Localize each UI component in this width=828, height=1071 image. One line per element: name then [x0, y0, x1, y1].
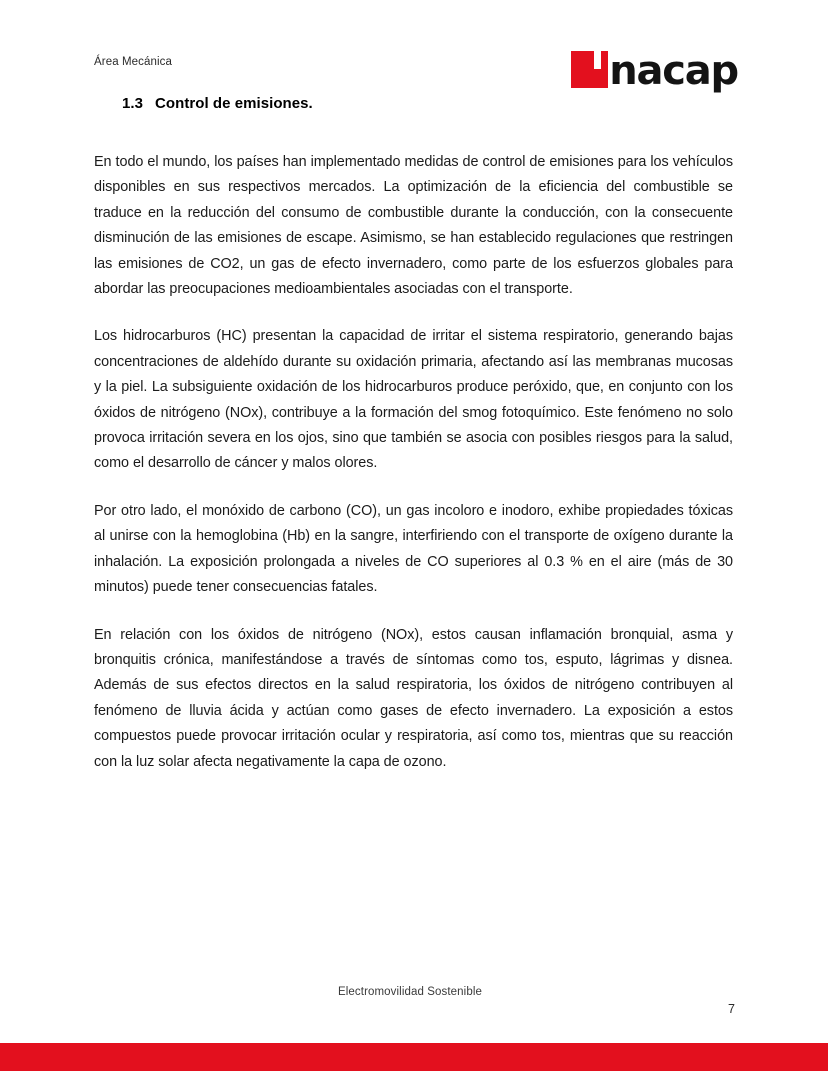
paragraph: En relación con los óxidos de nitrógeno (NOx), estos causan inflamación bronquial, asma y bronquitis crónica, manifestándose a través de síntomas como tos, esputo, lágrimas y disnea. Además de sus efectos directos en la salud respiratoria, los óxidos de nitrógeno contribuyen al fenómeno de lluvia ácida y actúan como gases de efecto invernadero. La exposición a estos compuestos puede provocar irritación ocular y respiratoria, así como tos, mientras que su reacción con la luz solar afecta negativamente la capa de ozono.: [94, 626, 733, 770]
inacap-logo: [571, 38, 738, 94]
body-content: [94, 150, 733, 775]
header-department-label: Área Mecánica: [94, 56, 173, 68]
section-number: 1.3: [122, 95, 144, 112]
page-header: [94, 47, 738, 98]
section-heading: [122, 95, 313, 112]
footer-document-title: Electromovilidad Sostenible: [338, 986, 482, 998]
paragraph: Los hidrocarburos (HC) presentan la capacidad de irritar el sistema respiratorio, generando bajas concentraciones de aldehído durante su oxidación primaria, afectando así las membranas mucosas y la piel. La subsiguiente oxidación de los hidrocarburos produce peróxido, que, en conjunto con los óxidos de nitrógeno (NOx), contribuye a la formación del smog fotoquímico. Este fenómeno no solo provoca irritación severa en los ojos, sino que también se asocia con posibles riesgos para la salud, como el desarrollo de cáncer y malos olores.: [94, 328, 733, 472]
inacap-logo-mark-icon: [571, 51, 608, 88]
paragraph: Por otro lado, el monóxido de carbono (CO), un gas incoloro e inodoro, exhibe propiedades tóxicas al unirse con la hemoglobina (Hb) en la sangre, interfiriendo con el transporte de oxígeno durante la inhalación. La exposición prolongada a niveles de CO superiores al 0.3 % en el aire (más de 30 minutos) puede tener consecuencias fatales.: [94, 502, 733, 596]
footer-red-band: [0, 1043, 828, 1071]
paragraph: En todo el mundo, los países han implementado medidas de control de emisiones para los vehículos disponibles en sus respectivos mercados. La optimización de la eficiencia del combustible se traduce en la reducción del consumo de combustible durante la conducción, con la consecuente disminución de las emisiones de escape. Asimismo, se han establecido regulaciones que restringen las emisiones de CO2, un gas de efecto invernadero, como parte de los esfuerzos globales para abordar las preocupaciones medioambientales asociadas con el transporte.: [94, 154, 733, 298]
section-title: Control de emisiones.: [155, 95, 313, 112]
inacap-logo-wordmark: nacap: [609, 47, 738, 94]
page-number: 7: [728, 1002, 735, 1016]
